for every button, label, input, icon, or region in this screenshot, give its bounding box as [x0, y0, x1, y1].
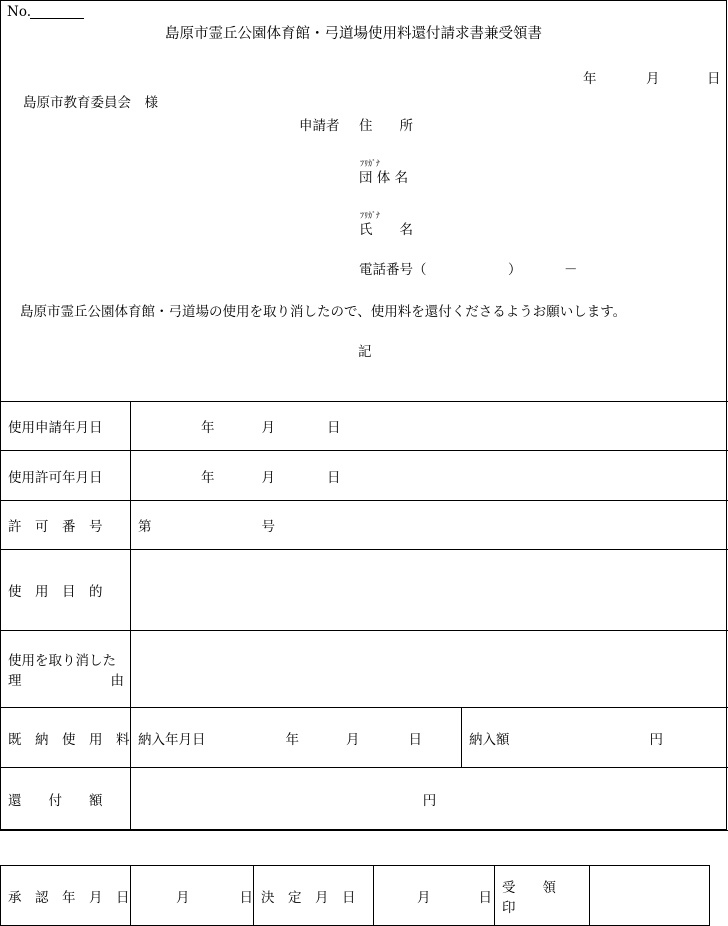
decision-date-label: 決 定 月 日: [254, 866, 374, 926]
body-text: 島原市霊丘公園体育館・弓道場の使用を取り消したので、使用料を還付くださるようお願いします。: [20, 304, 627, 320]
table-row: [1, 708, 728, 768]
permit-no-label: 許 可 番 号: [1, 501, 131, 550]
name-label: 氏 名: [359, 222, 413, 238]
purpose-field[interactable]: [131, 550, 728, 631]
reason-label: 使用を取り消した 理 由: [1, 631, 131, 708]
approval-date-label: 承 認 年 月 日: [1, 866, 131, 926]
paid-fee-label: 既 納 使 用 料: [1, 708, 131, 768]
doc-number-line: [30, 18, 84, 19]
table-row: [1, 451, 728, 501]
page-title: 島原市霊丘公園体育館・弓道場使用料還付請求書兼受領書: [165, 26, 542, 42]
refund-field[interactable]: 円: [131, 768, 728, 831]
receipt-seal-field[interactable]: [590, 866, 710, 926]
table-row: [1, 501, 728, 550]
addressee: 島原市教育委員会 様: [23, 95, 158, 111]
decision-date-field[interactable]: 月 日: [374, 866, 495, 926]
table-row: [1, 550, 728, 631]
permit-date-label: 使用許可年月日: [1, 451, 131, 501]
receipt-seal-label: 受 領 印: [495, 866, 590, 926]
approval-date-field[interactable]: 月 日: [131, 866, 254, 926]
date-day: 日: [707, 71, 721, 87]
group-name-label: 団 体 名: [359, 170, 409, 186]
permit-no-field[interactable]: 第 号: [131, 501, 728, 550]
reason-field[interactable]: [131, 631, 728, 708]
permit-date-field[interactable]: 年 月 日: [131, 451, 728, 501]
paid-amount-field[interactable]: 納入額 円: [462, 708, 728, 768]
phone-dash: －: [564, 262, 578, 278]
main-form-table: [0, 401, 728, 831]
doc-number-label: No.: [7, 4, 31, 20]
pay-date-field[interactable]: 納入年月日 年 月 日: [131, 708, 462, 768]
ki-label: 記: [358, 344, 372, 360]
applicant-label: 申請者: [299, 118, 340, 134]
table-row: [1, 866, 710, 926]
furigana-label: ﾌﾘｶﾞﾅ: [360, 211, 380, 220]
apply-date-field[interactable]: 年 月 日: [131, 402, 728, 451]
refund-label: 還 付 額: [1, 768, 131, 831]
date-month: 月: [646, 71, 660, 87]
address-label: 住 所: [359, 118, 413, 134]
furigana-label: ﾌﾘｶﾞﾅ: [360, 159, 380, 168]
phone-label: 電話番号（: [359, 262, 427, 278]
approval-table: [0, 865, 710, 926]
phone-close: ）: [508, 262, 522, 278]
apply-date-label: 使用申請年月日: [1, 402, 131, 451]
date-year: 年: [583, 71, 597, 87]
table-row: [1, 768, 728, 831]
purpose-label: 使 用 目 的: [1, 550, 131, 631]
table-row: [1, 631, 728, 708]
table-row: [1, 402, 728, 451]
